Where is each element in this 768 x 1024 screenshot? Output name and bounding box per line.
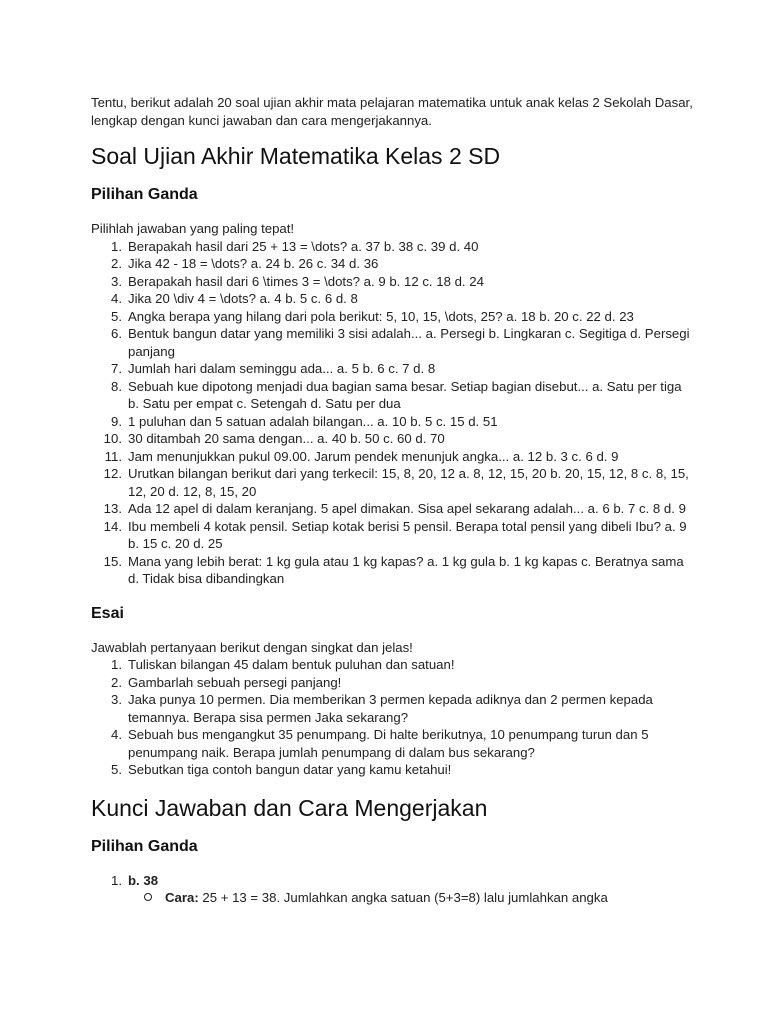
- answer-explanation-list: [91, 889, 691, 907]
- list-item: 3. Jaka punya 10 permen. Dia memberikan 3 permen kepada adiknya dan 2 permen kepada temannya. Berapa sisa permen Jaka sekarang?: [111, 692, 653, 725]
- list-item: 13. Ada 12 apel di dalam keranjang. 5 apel dimakan. Sisa apel sekarang adalah... a. 6 b. 7 c. 8 d. 9: [103, 501, 686, 516]
- multiple-choice-instruction: Pilihlah jawaban yang paling tepat!: [91, 221, 295, 236]
- answer-key-title: Kunci Jawaban dan Cara Mengerjakan: [91, 794, 488, 821]
- list-item: 7. Jumlah hari dalam seminggu ada... a. 5 b. 6 c. 7 d. 8: [111, 361, 436, 376]
- essay-instruction: Jawablah pertanyaan berikut dengan singkat dan jelas!: [91, 639, 413, 655]
- intro-paragraph: Tentu, berikut adalah 20 soal ujian akhir mata pelajaran matematika untuk anak kelas 2 Sekolah Dasar, lengkap dengan kunci jawaban dan cara mengerjakannya.: [91, 95, 693, 128]
- hollow-circle-bullet-icon: [144, 893, 152, 901]
- list-item: 4. Sebuah bus mengangkut 35 penumpang. Di halte berikutnya, 10 penumpang turun dan 5 penumpang naik. Berapa jumlah penumpang di dalam bus sekarang?: [111, 727, 649, 760]
- document-body: [91, 94, 691, 907]
- list-item: 5. Angka berapa yang hilang dari pola berikut: 5, 10, 15, \dots, 25? a. 18 b. 20 c. 22 d. 23: [111, 308, 634, 324]
- multiple-choice-heading: Pilihan Ganda: [91, 186, 198, 203]
- list-item: 2. Jika 42 - 18 = \dots? a. 24 b. 26 c. 34 d. 36: [111, 256, 379, 271]
- essay-heading: Esai: [91, 604, 124, 622]
- answer-explanation: Cara: 25 + 13 = 38. Jumlahkan angka satuan (5+3=8) lalu jumlahkan angka: [91, 889, 691, 907]
- list-item: 1. Tuliskan bilangan 45 dalam bentuk puluhan dan satuan!: [111, 657, 455, 672]
- answer: b. 38: [128, 872, 159, 888]
- exam-title: Soal Ujian Akhir Matematika Kelas 2 SD: [91, 143, 501, 169]
- multiple-choice-list: [91, 238, 691, 588]
- list-item: 14. Ibu membeli 4 kotak pensil. Setiap kotak berisi 5 pensil. Berapa total pensil yang dibeli Ibu? a. 9 b. 15 c. 20 d. 25: [103, 518, 687, 551]
- list-item: 12. Urutkan bilangan berikut dari yang terkecil: 15, 8, 20, 12 a. 8, 12, 15, 20 b. 20, 15, 12, 8 c. 8, 15, 12, 20 d. 12, 8, 15, 20: [103, 466, 689, 499]
- list-item: 6. Bentuk bangun datar yang memiliki 3 sisi adalah... a. Persegi b. Lingkaran c. Segitiga d. Persegi panjang: [111, 326, 690, 359]
- list-item: 9. 1 puluhan dan 5 satuan adalah bilangan... a. 10 b. 5 c. 15 d. 51: [111, 413, 498, 429]
- list-item: 4. Jika 20 \div 4 = \dots? a. 4 b. 5 c. 6 d. 8: [111, 291, 358, 306]
- list-item: 10. 30 ditambah 20 sama dengan... a. 40 b. 50 c. 60 d. 70: [103, 431, 445, 446]
- list-item: 8. Sebuah kue dipotong menjadi dua bagian sama besar. Setiap bagian disebut... a. Satu per tiga b. Satu per empat c. Setengah d. Satu per dua: [111, 378, 682, 411]
- list-item: 1. b. 38 Cara: 25 + 13 = 38. Jumlahkan angka satuan (5+3=8) lalu jumlahkan angka: [91, 872, 691, 907]
- list-item: 1. Berapakah hasil dari 25 + 13 = \dots? a. 37 b. 38 c. 39 d. 40: [111, 238, 479, 254]
- list-item: 2. Gambarlah sebuah persegi panjang!: [111, 674, 342, 690]
- essay-list: [91, 656, 691, 779]
- list-item: 15. Mana yang lebih berat: 1 kg gula atau 1 kg kapas? a. 1 kg gula b. 1 kg kapas c. Beratnya sama d. Tidak bisa dibandingkan: [103, 553, 684, 586]
- answer-key-list: [91, 872, 691, 907]
- list-item: 5. Sebutkan tiga contoh bangun datar yang kamu ketahui!: [111, 762, 452, 777]
- list-item: 3. Berapakah hasil dari 6 \times 3 = \dots? a. 9 b. 12 c. 18 d. 24: [111, 273, 484, 289]
- answer-key-multiple-choice-heading: Pilihan Ganda: [91, 837, 198, 855]
- list-item: 11. Jam menunjukkan pukul 09.00. Jarum pendek menunjuk angka... a. 12 b. 3 c. 6 d. 9: [104, 448, 619, 464]
